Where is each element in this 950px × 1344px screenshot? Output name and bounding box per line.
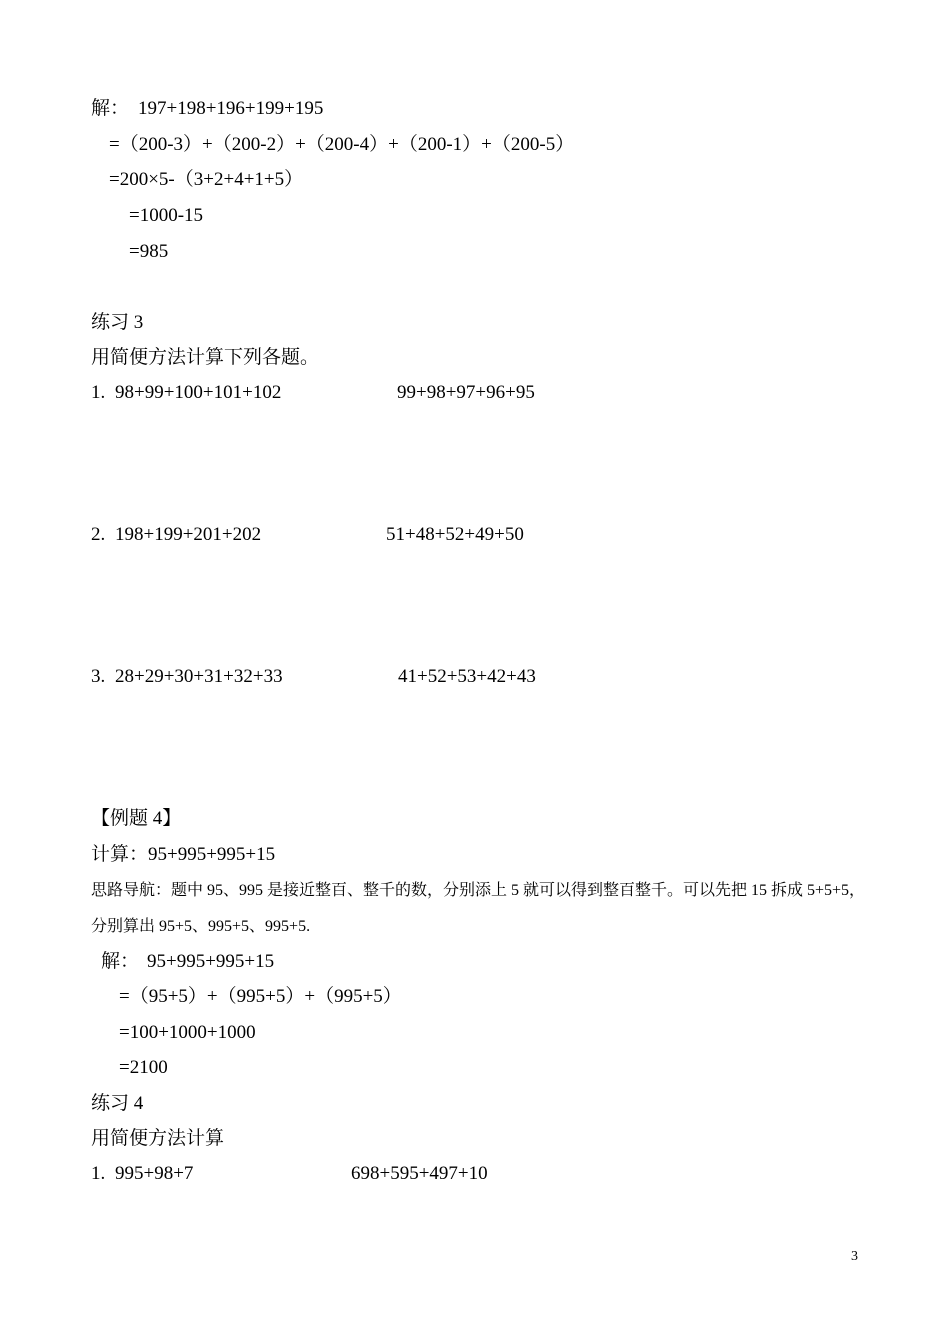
problem-left: 995+98+7 xyxy=(115,1163,194,1184)
solution-step-1: =（200-3）+（200-2）+（200-4）+（200-1）+（200-5） xyxy=(109,134,575,155)
problem-number: 3. xyxy=(91,666,106,687)
problem-right: 698+595+497+10 xyxy=(351,1163,488,1184)
problem-left: 98+99+100+101+102 xyxy=(115,382,282,403)
solution-expression: 197+198+196+199+195 xyxy=(138,98,324,119)
problem-right: 41+52+53+42+43 xyxy=(398,666,536,687)
problem-right: 51+48+52+49+50 xyxy=(386,524,524,545)
problem-number: 2. xyxy=(91,524,106,545)
practice-3-title: 练习 3 xyxy=(91,312,144,333)
practice-3-instruction: 用简便方法计算下列各题。 xyxy=(91,347,320,368)
solution-label: 解： xyxy=(91,98,130,119)
example-4-question: 计算：95+995+995+15 xyxy=(91,844,276,865)
problem-number: 1. xyxy=(91,382,106,403)
solution-step-4: =985 xyxy=(129,241,169,262)
example-4-hint-line-1: 思路导航：题中 95、995 是接近整百、整千的数，分别添上 5 就可以得到整百整千。可以先把 15 拆成 5+5+5， xyxy=(91,882,866,899)
page-number: 3 xyxy=(851,1249,858,1264)
example-4-title: 【例题 4】 xyxy=(91,808,182,829)
practice-4-instruction: 用简便方法计算 xyxy=(91,1128,225,1149)
solution-step-2: =200×5-（3+2+4+1+5） xyxy=(109,169,304,190)
example-4-solution-expression: 95+995+995+15 xyxy=(147,951,275,972)
example-4-solution-label: 解： xyxy=(101,951,140,972)
problem-left: 28+29+30+31+32+33 xyxy=(115,666,283,687)
problem-number: 1. xyxy=(91,1163,106,1184)
practice-4-title: 练习 4 xyxy=(91,1093,144,1114)
problem-right: 99+98+97+96+95 xyxy=(397,382,535,403)
solution-step-3: =1000-15 xyxy=(129,205,204,226)
problem-left: 198+199+201+202 xyxy=(115,524,262,545)
example-4-step-3: =2100 xyxy=(119,1057,168,1078)
example-4-step-2: =100+1000+1000 xyxy=(119,1022,256,1043)
example-4-hint-line-2: 分别算出 95+5、995+5、995+5. xyxy=(91,918,311,935)
example-4-step-1: =（95+5）+（995+5）+（995+5） xyxy=(119,986,402,1007)
